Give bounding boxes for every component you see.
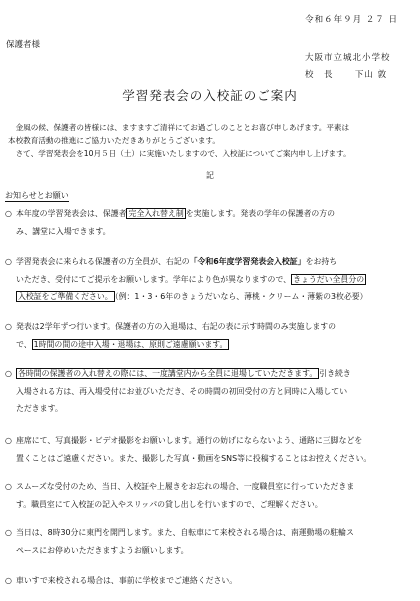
notice-item — [5, 478, 411, 513]
item-text: で、 — [16, 339, 32, 349]
notice-heading: お知らせとお願い — [5, 191, 69, 200]
bullet-icon: ○ — [5, 576, 12, 585]
item-text: み、講堂に入場できます。 — [16, 226, 111, 236]
item-text: 入場される方は、再入場受付にお並びいただき、その時間の初回受付の方と同時に入場してい — [16, 386, 348, 396]
notice-item — [5, 365, 411, 418]
item-text: 座席にて、写真撮影・ビデオ撮影をお願いします。通行の妨げにならないよう、通路に三脚などを — [16, 436, 363, 445]
item-text: を実施します。発表の学年の保護者の方の — [185, 209, 336, 218]
ki-heading: 記 — [206, 171, 214, 180]
date: 令和６年９月 ２７ 日 — [305, 15, 398, 25]
item-text: いただき、受付にてご提示をお願いします。学年により色が異なりますので、 — [16, 274, 292, 284]
greeting-line-2: 本校教育活動の推進にご協力いただきありがとうございます。 — [8, 135, 221, 145]
item-text: 学習発表会に来られる保護者の方全員が、右記の — [16, 257, 190, 266]
notice-item — [5, 524, 411, 559]
notice-item — [5, 432, 411, 467]
item-text — [5, 336, 411, 354]
notice-item — [5, 205, 411, 240]
bullet-icon: ○ — [5, 369, 12, 378]
item-text: ペースにお停めいただきますようお願いします。 — [16, 545, 189, 555]
item-text: スムーズな受付のため、当日、入校証や上履きをお忘れの場合、一度職員室に行っていただきま — [16, 482, 355, 491]
bullet-icon: ○ — [5, 482, 12, 491]
item-text: （例：1・3・6年のきょうだいなら、薄桃・クリーム・薄紫の3枚必要） — [114, 292, 368, 301]
greeting-line-1: 金風の候、保護者の皆様には、ますますご清祥にてお過ごしのこととお喜び申しあげます。平素は — [15, 123, 350, 132]
bullet-icon: ○ — [5, 209, 12, 218]
school-name: 大阪市立城北小学校 — [305, 53, 391, 63]
greeting-line-3: さて、学習発表会を10月５日（土）に実施いたしますので、入校証についてご案内申し上げます。 — [15, 148, 351, 158]
notice-item — [5, 572, 411, 590]
highlight-box: 各時間の保護者の入れ替えの際には、一度講堂内から全員に退場していただきます。 — [18, 369, 318, 378]
item-text: 車いすで来校される場合は、事前に学校までご連絡ください。 — [16, 576, 238, 585]
highlight-box: 完全入れ替え制 — [128, 209, 184, 218]
principal-title: 校 長 — [305, 70, 334, 80]
bullet-icon: ○ — [5, 436, 12, 445]
bullet-icon: ○ — [5, 528, 12, 537]
item-text: 本年度の学習発表会は、保護者 — [16, 209, 127, 218]
item-text: 当日は、8時30分に東門を開門します。また、自転車にて来校される場合は、南運動場の駐輪ス — [16, 528, 354, 537]
item-text: 置くことはご遠慮ください。また、撮影した写真・動画をSNS等に投稿することはお控えください。 — [16, 453, 372, 463]
notice-item — [5, 318, 411, 353]
item-text — [5, 288, 411, 306]
bullet-icon: ○ — [5, 257, 12, 266]
highlight-box: 1時間の間の途中入場・退場は、原則ご遠慮願います。 — [33, 339, 228, 349]
recipient: 保護者様 — [6, 40, 41, 50]
highlight-box: 入校証をご準備ください。 — [18, 292, 113, 301]
highlight-box: きょうだい全員分の — [293, 274, 365, 284]
sender-block — [305, 50, 391, 84]
document-title: 学習発表会の入校証のご案内 — [122, 88, 298, 103]
notice-item — [5, 253, 411, 306]
bullet-icon: ○ — [5, 322, 12, 331]
pass-name: 「令和6年度学習発表会入校証」 — [189, 257, 306, 266]
item-text: す。職員室にて入校証の記入やスリッパの貸し出しを行いますので、ご理解ください。 — [16, 499, 323, 509]
item-text: 発表は2学年ずつ行います。保護者の方の入退場は、右記の表に示す時間のみ実施しますの — [16, 322, 337, 331]
greeting — [8, 122, 412, 160]
item-text — [5, 271, 411, 289]
principal-name: 下山 敦 — [354, 70, 388, 80]
principal-line — [305, 67, 391, 84]
item-text: をお持ち — [305, 257, 338, 266]
item-text: ただきます。 — [16, 404, 63, 413]
item-text: 引き続き — [319, 369, 351, 378]
